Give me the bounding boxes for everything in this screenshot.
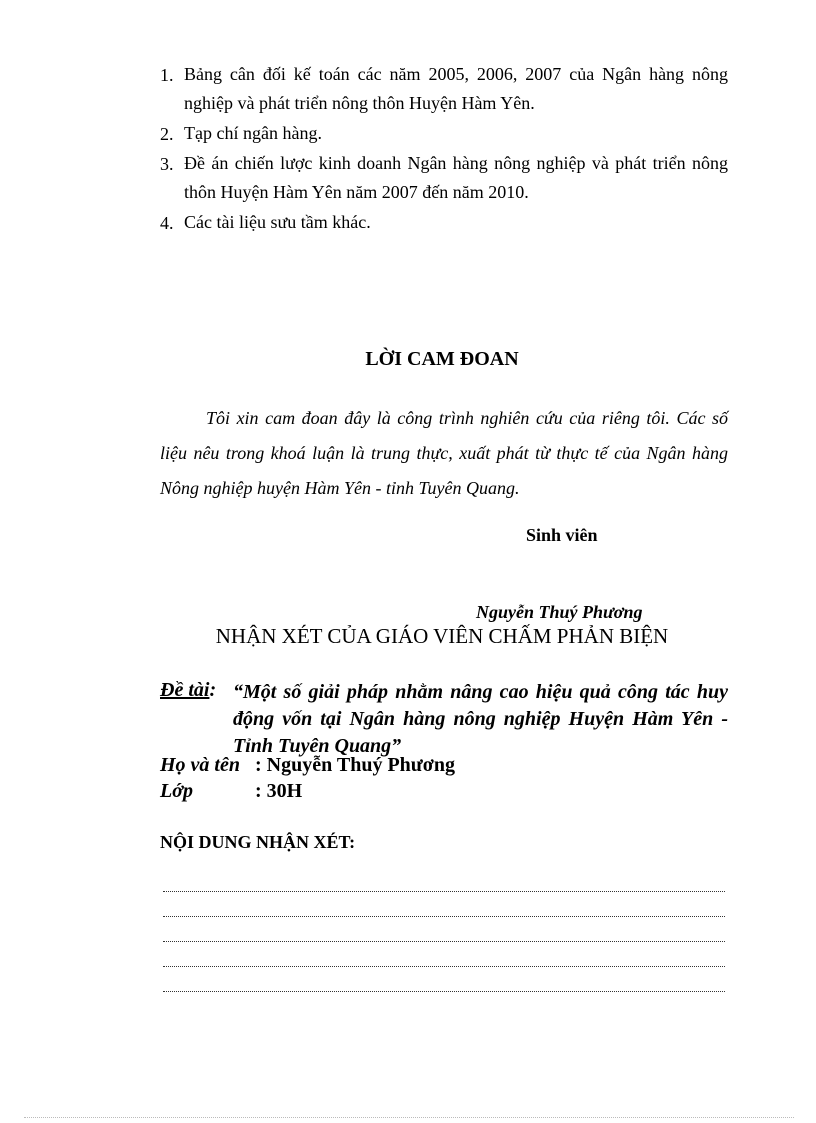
content-heading: NỘI DUNG NHẬN XÉT: (160, 832, 356, 852)
reference-number: 4. (160, 213, 174, 233)
comment-line-3[interactable] (163, 941, 725, 942)
comment-line-4[interactable] (163, 966, 725, 967)
comment-line-5[interactable] (163, 991, 725, 992)
name-value: : Nguyễn Thuý Phương (255, 754, 455, 776)
reference-text: Các tài liệu sưu tầm khác. (184, 212, 371, 232)
class-label: Lớp (160, 780, 193, 802)
comment-line-2[interactable] (163, 916, 725, 917)
reference-number: 2. (160, 124, 174, 144)
declaration-title: LỜI CAM ĐOAN (365, 348, 519, 370)
topic-label-colon: : (209, 679, 217, 701)
signer-role: Sinh viên (526, 525, 598, 545)
topic-text: “Một số giải pháp nhằm nâng cao hiệu quả công tác huy động vốn tại Ngân hàng nông nghiệp Huyện Hàm Yên - Tỉnh Tuyên Quang” (233, 681, 728, 757)
declaration-text: Tôi xin cam đoan đây là công trình nghiên cứu của riêng tôi. Các số liệu nêu trong khoá luận là trung thực, xuất phát từ thực tế của Ngân hàng Nông nghiệp huyện Hàm Yên - tỉnh Tuyên Quang. (160, 408, 728, 498)
declaration-body (160, 401, 728, 506)
reference-item-3 (160, 149, 728, 207)
review-title: NHẬN XÉT CỦA GIÁO VIÊN CHẤM PHẢN BIỆN (215, 624, 669, 648)
topic-label-text: Đề tài (160, 679, 210, 701)
name-label: Họ và tên (160, 754, 240, 776)
topic-label (160, 679, 216, 702)
reference-text: Bảng cân đối kế toán các năm 2005, 2006, 2007 của Ngân hàng nông nghiệp và phát triển nông thôn Huyện Hàm Yên. (184, 64, 728, 113)
page-footer-rule (24, 1117, 794, 1118)
reference-item-1 (160, 60, 728, 118)
signer-name: Nguyễn Thuý Phương (476, 602, 643, 622)
reference-item-4 (160, 208, 728, 237)
class-value: : 30H (255, 780, 303, 802)
reference-number: 3. (160, 154, 174, 174)
reference-text: Đề án chiến lược kinh doanh Ngân hàng nông nghiệp và phát triển nông thôn Huyện Hàm Yên năm 2007 đến năm 2010. (184, 153, 728, 202)
reference-number: 1. (160, 65, 174, 85)
comment-line-1[interactable] (163, 891, 725, 892)
reference-text: Tạp chí ngân hàng. (184, 123, 322, 143)
reference-item-2 (160, 119, 728, 148)
